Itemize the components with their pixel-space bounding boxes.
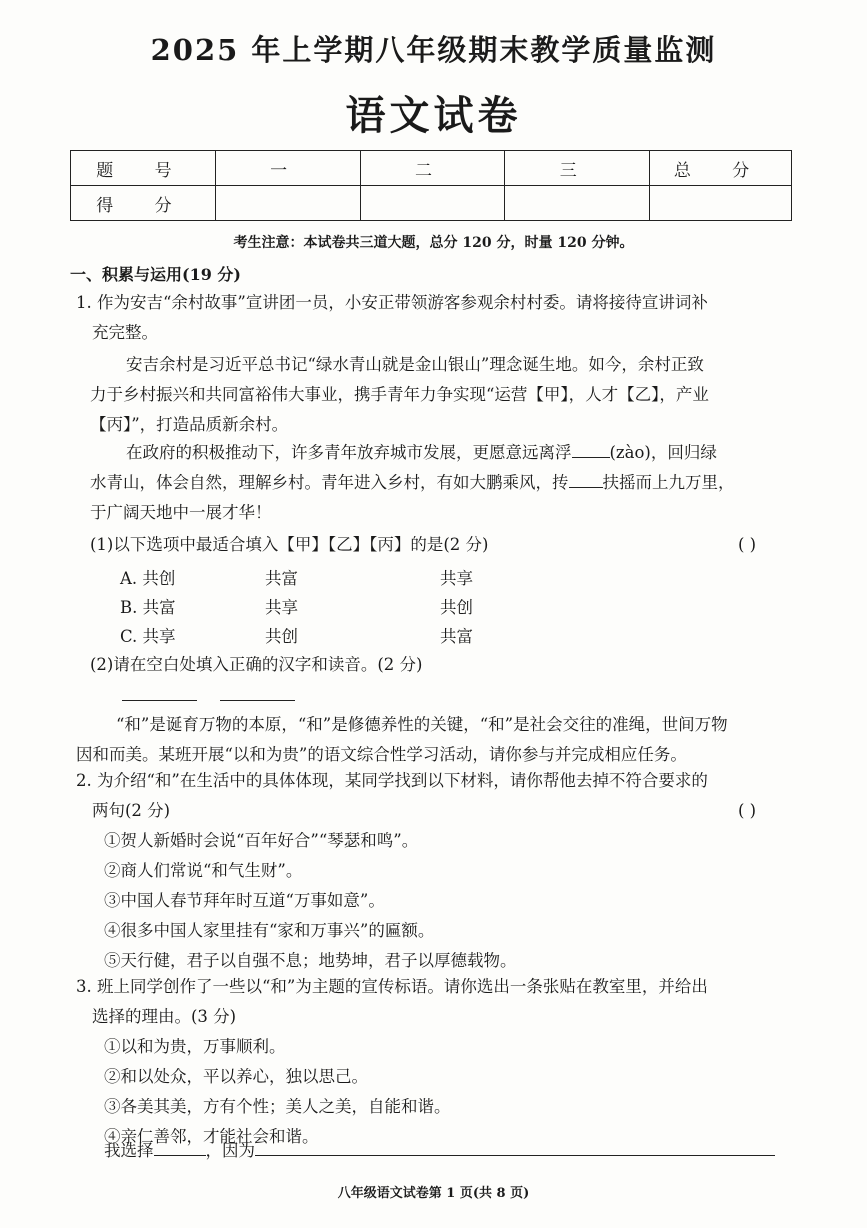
list-item: ②商人们常说“和气生财”。 — [104, 861, 303, 880]
passage-line: 于广阔天地中一展才华！ — [90, 503, 272, 522]
list-item: ④很多中国人家里挂有“家和万事兴”的匾额。 — [104, 921, 435, 940]
q2-items — [104, 826, 804, 976]
answer-bracket[interactable]: ( ) — [738, 535, 757, 554]
score-cell-part2: 二 — [360, 151, 505, 186]
option-row-b[interactable] — [120, 594, 620, 618]
page-footer: 八年级语文试卷第 1 页(共 8 页) — [337, 1186, 530, 1201]
passage-line: 【丙】”，打造品质新余村。 — [90, 415, 289, 434]
passage-text: 在政府的积极推动下，许多青年放弃城市发展，更愿意远离浮 — [126, 443, 572, 462]
option-row-a[interactable] — [120, 565, 620, 589]
score-table — [70, 150, 792, 221]
option-label: A. 共创 — [120, 569, 176, 588]
exam-title: 2025 年上学期八年级期末教学质量监测 — [150, 33, 717, 67]
q2-stem-line: 2. 为介绍“和”在生活中的具体体现，某同学找到以下材料，请你帮他去掉不符合要求的 — [76, 771, 708, 790]
fill-blank-hanzi[interactable] — [572, 441, 610, 458]
answer-mid: ，因为 — [205, 1141, 255, 1160]
q1-subquestion-2: (2)请在空白处填入正确的汉字和读音。(2 分) — [90, 655, 423, 674]
score-row-label: 得 分 — [71, 186, 216, 221]
q1-subquestion-1: (1)以下选项中最适合填入【甲】【乙】【丙】的是(2 分) — [90, 535, 489, 554]
q3-answer-line — [104, 1136, 775, 1166]
list-item: ④亲仁善邻，才能社会和谐。 — [104, 1127, 319, 1146]
option-row-c[interactable] — [120, 623, 620, 647]
q1-stem — [76, 288, 806, 348]
list-item: ②和以处众，平以养心，独以思己。 — [104, 1067, 368, 1086]
fill-blank-pinyin[interactable] — [569, 471, 603, 488]
score-cell-total: 总 分 — [650, 151, 792, 186]
option-label: B. 共富 — [120, 598, 176, 617]
list-item: ③中国人春节拜年时互道“万事如意”。 — [104, 891, 385, 910]
intro-line: 因和而美。某班开展“以和为贵”的语文综合性学习活动，请你参与并完成相应任务。 — [76, 745, 687, 764]
q3-stem-line: 选择的理由。(3 分) — [92, 1007, 237, 1026]
score-input-part3[interactable] — [505, 186, 650, 221]
exam-notice: 考生注意：本试卷共三道大题，总分 120 分，时量 120 分钟。 — [233, 235, 634, 251]
passage-text: 扶摇而上九万里， — [602, 473, 735, 492]
q1-stem-line: 充完整。 — [92, 323, 158, 342]
option-word: 共创 — [440, 598, 473, 617]
score-input-total[interactable] — [650, 186, 792, 221]
q2-stem-line: 两句(2 分) — [92, 801, 171, 820]
intro-line: “和”是诞育万物的本原，“和”是修德养性的关键，“和”是社会交往的准绳，世间万物 — [116, 715, 728, 734]
exam-subtitle: 语文试卷 — [345, 92, 522, 139]
choice-blank[interactable] — [154, 1139, 206, 1156]
q1-passage-1 — [90, 350, 806, 440]
score-input-part2[interactable] — [360, 186, 505, 221]
option-word: 共享 — [440, 569, 473, 588]
answer-line-pinyin[interactable] — [220, 700, 295, 701]
passage-text: (zào)，回归绿 — [609, 443, 717, 462]
list-item: ⑤天行健，君子以自强不息；地势坤，君子以厚德载物。 — [104, 951, 517, 970]
score-table-score-row — [71, 186, 792, 221]
q3-items — [104, 1032, 804, 1152]
passage-line: 力于乡村振兴和共同富裕伟大事业，携手青年力争实现“运营【甲】，人才【乙】，产业 — [90, 385, 709, 404]
answer-line-hanzi[interactable] — [122, 700, 197, 701]
q3-stem — [76, 972, 806, 1032]
answer-bracket[interactable]: ( ) — [738, 801, 757, 820]
list-item: ①以和为贵，万事顺利。 — [104, 1037, 286, 1056]
passage-line: 安吉余村是习近平总书记“绿水青山就是金山银山”理念诞生地。如今，余村正致 — [126, 355, 704, 374]
score-input-part1[interactable] — [215, 186, 360, 221]
option-word: 共享 — [265, 598, 298, 617]
section-heading: 一、积累与运用(19 分) — [70, 265, 241, 284]
score-cell-part3: 三 — [505, 151, 650, 186]
score-table-header-row — [71, 151, 792, 186]
list-item: ③各美其美，方有个性；美人之美，自能和谐。 — [104, 1097, 451, 1116]
q1-stem-line: 1. 作为安吉“余村故事”宣讲团一员，小安正带领游客参观余村村委。请将接待宣讲词补 — [76, 293, 708, 312]
q2-stem — [76, 766, 806, 826]
option-word: 共富 — [440, 627, 473, 646]
passage-text: 水青山，体会自然，理解乡村。青年进入乡村，有如大鹏乘风，抟 — [90, 473, 569, 492]
option-word: 共创 — [265, 627, 298, 646]
option-label: C. 共享 — [120, 627, 176, 646]
score-cell-label: 题 号 — [71, 151, 216, 186]
reason-blank[interactable] — [255, 1139, 775, 1156]
q1-passage-2 — [90, 438, 806, 528]
option-word: 共富 — [265, 569, 298, 588]
score-cell-part1: 一 — [215, 151, 360, 186]
list-item: ①贺人新婚时会说“百年好合”“琴瑟和鸣”。 — [104, 831, 419, 850]
answer-prefix: 我选择 — [104, 1141, 154, 1160]
q3-stem-line: 3. 班上同学创作了一些以“和”为主题的宣传标语。请你选出一条张贴在教室里，并给出 — [76, 977, 708, 996]
activity-intro — [76, 710, 806, 770]
